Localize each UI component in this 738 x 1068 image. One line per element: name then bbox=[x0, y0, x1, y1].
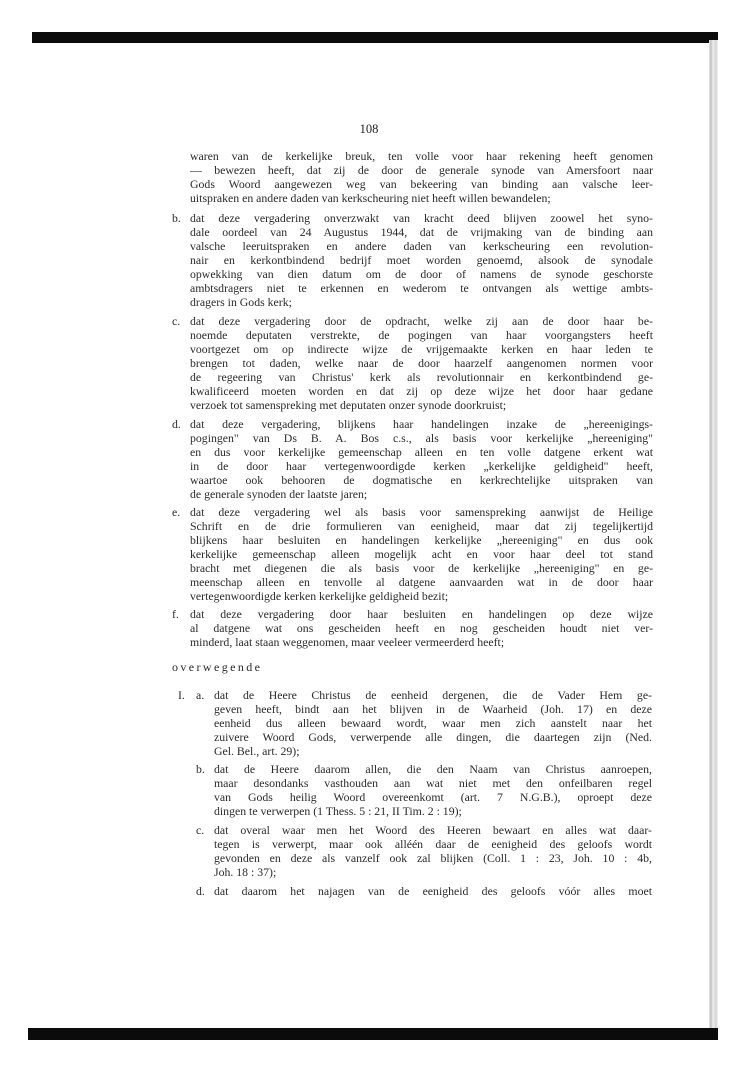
text-line: dat deze vergadering door haar besluiten en handelingen op deze wijze bbox=[190, 607, 653, 621]
text-line: noemde deputaten verstrekte, de pogingen van haar voorgangsters heeft bbox=[190, 328, 653, 342]
item-label-b: b. bbox=[172, 211, 181, 225]
subitem-label-d: d. bbox=[196, 884, 205, 898]
text-line: Gods Woord aangewezen weg van bekeering van binding aan valsche leer- bbox=[190, 177, 653, 191]
item-b-paragraph bbox=[190, 211, 653, 309]
text-line: vertegenwoordigde kerken kerkelijke geldigheid bezit; bbox=[190, 589, 449, 603]
scan-top-border bbox=[32, 32, 718, 43]
item-c-paragraph bbox=[190, 314, 653, 412]
page-number: 108 bbox=[359, 122, 379, 136]
text-line: dat de Heere Christus de eenheid dergenen, die de Vader Hem ge- bbox=[214, 688, 652, 702]
text-line: de generale synoden der laatste jaren; bbox=[190, 487, 368, 501]
text-line: verzoek tot samenspreking met deputaten onzer synode doorkruist; bbox=[190, 398, 507, 412]
text-line: dat deze vergadering door de opdracht, welke zij aan de door haar be- bbox=[190, 314, 653, 328]
text-line: eenheid dus alleen bewaard wordt, waar men zich aanstelt naar het bbox=[214, 716, 652, 730]
text-line: bracht met diegenen die als basis voor de kerkelijke „hereeniging" en ge- bbox=[190, 561, 653, 575]
text-line: dat deze vergadering wel als basis voor samenspreking aanwijst de Heilige bbox=[190, 505, 653, 519]
text-line: dat overal waar men het Woord des Heeren bewaart en alles wat daar- bbox=[214, 823, 652, 837]
item-label-c: c. bbox=[172, 314, 181, 328]
text-line: dale oordeel van 24 Augustus 1944, dat de vrijmaking van de binding aan bbox=[190, 225, 653, 239]
text-line: minderd, laat staan weggenomen, maar veeleer vermeerderd heeft; bbox=[190, 635, 505, 649]
text-line: geven heeft, bindt aan het blijven in de Waarheid (Joh. 17) en deze bbox=[214, 702, 652, 716]
text-line: — bewezen heeft, dat zij de door de generale synode van Amersfoort naar bbox=[190, 163, 653, 177]
text-line: waren van de kerkelijke breuk, ten volle voor haar rekening heeft genomen bbox=[190, 149, 653, 163]
text-line: brengen tot daden, welke naar de door haarzelf aangenomen normen voor bbox=[190, 356, 653, 370]
item-label-d: d. bbox=[172, 417, 181, 431]
item-label-e: e. bbox=[172, 505, 181, 519]
text-line: dingen te verwerpen (1 Thess. 5 : 21, II Tim. 2 : 19); bbox=[214, 804, 462, 818]
text-line: maar desondanks vasthouden aan wat niet met den onfeilbaren regel bbox=[214, 776, 652, 790]
section-heading: overwegende bbox=[172, 660, 263, 674]
text-line: dat daarom het najagen van de eenigheid des geloofs vóór alles moet bbox=[214, 884, 652, 898]
item-d-paragraph bbox=[190, 417, 653, 501]
text-line: Schrift en de drie formulieren van eenigheid, maar dat zij tegelijkertijd bbox=[190, 519, 653, 533]
text-line: al datgene wat ons gescheiden heeft en nog gescheiden houdt niet ver- bbox=[190, 621, 653, 635]
roman-numeral-label: I. bbox=[178, 688, 185, 702]
text-line: kwalificeerd moeten worden en dat zij op deze wijze het door haar gedane bbox=[190, 384, 653, 398]
text-line: Joh. 18 : 37); bbox=[214, 865, 277, 879]
text-line: ambtsdragers niet te erkennen en wederom te ontvangen als wettige ambts- bbox=[190, 281, 653, 295]
text-line: pogingen" van Ds B. A. Bos c.s., als basis voor kerkelijke „hereeniging" bbox=[190, 431, 653, 445]
text-line: gevonden en deze als vanzelf ook zal blijken (Coll. 1 : 23, Joh. 10 : 4b, bbox=[214, 851, 652, 865]
text-line: blijkens haar besluiten en handelingen kerkelijke „hereeniging" en dus ook bbox=[190, 533, 653, 547]
text-line: nair en kerkontbindend bedrijf moet worden genoemd, alsook de synodale bbox=[190, 253, 653, 267]
text-line: meenschap alleen en tenvolle al datgene aanvaarden wat in de door haar bbox=[190, 575, 653, 589]
subitem-c-paragraph bbox=[214, 823, 652, 879]
text-line: van Gods heilig Woord overeenkomt (art. 7 N.G.B.), oproept deze bbox=[214, 790, 652, 804]
text-line: dragers in Gods kerk; bbox=[190, 295, 292, 309]
subitem-label-b: b. bbox=[196, 762, 205, 776]
text-line: valsche leeruitspraken en andere daden van kerkscheuring een revolution- bbox=[190, 239, 653, 253]
text-line: dat de Heere daarom allen, die den Naam van Christus aanroepen, bbox=[214, 762, 652, 776]
subitem-b-paragraph bbox=[214, 762, 652, 818]
text-line: en dus voor kerkelijke gemeenschap alleen en ten volle datgene erkent wat bbox=[190, 445, 653, 459]
text-line: zuivere Woord Gods, verwerpende alle dingen, die daartegen zijn (Ned. bbox=[214, 730, 652, 744]
scan-right-page-edge bbox=[709, 40, 718, 1030]
text-line: uitspraken en andere daden van kerkscheuring niet heeft willen bewandelen; bbox=[190, 191, 551, 205]
intro-paragraph bbox=[190, 149, 653, 205]
text-line: tegen is verwerpt, maar ook alléén daar de eenigheid des geloofs wordt bbox=[214, 837, 652, 851]
item-f-paragraph bbox=[190, 607, 653, 649]
item-label-f: f. bbox=[172, 607, 179, 621]
text-line: voortgezet om op indirecte wijze de vrijgemaakte kerken en haar leden te bbox=[190, 342, 653, 356]
subitem-a-paragraph bbox=[214, 688, 652, 758]
text-line: Gel. Bel., art. 29); bbox=[214, 744, 300, 758]
text-line: in de door haar vertegenwoordigde kerken „kerkelijke geldigheid" heeft, bbox=[190, 459, 653, 473]
text-line: waartoe ook behooren de dogmatische en kerkrechtelijke uitspraken van bbox=[190, 473, 653, 487]
scan-bottom-border bbox=[28, 1028, 718, 1040]
subitem-d-paragraph bbox=[214, 884, 652, 898]
text-line: dat deze vergadering, blijkens haar handelingen inzake de „hereenigings- bbox=[190, 417, 653, 431]
item-e-paragraph bbox=[190, 505, 653, 603]
subitem-label-c: c. bbox=[196, 823, 205, 837]
text-line: de regeering van Christus' kerk als revolutionnair en kerkontbindend ge- bbox=[190, 370, 653, 384]
text-line: kerkelijke gemeenschap alleen mogelijk acht en voor haar deel tot stand bbox=[190, 547, 653, 561]
text-line: opwekking van dien datum om de door of namens de synode geschorste bbox=[190, 267, 653, 281]
subitem-label-a: a. bbox=[196, 688, 205, 702]
text-line: dat deze vergadering onverzwakt van kracht deed blijven zoowel het syno- bbox=[190, 211, 653, 225]
